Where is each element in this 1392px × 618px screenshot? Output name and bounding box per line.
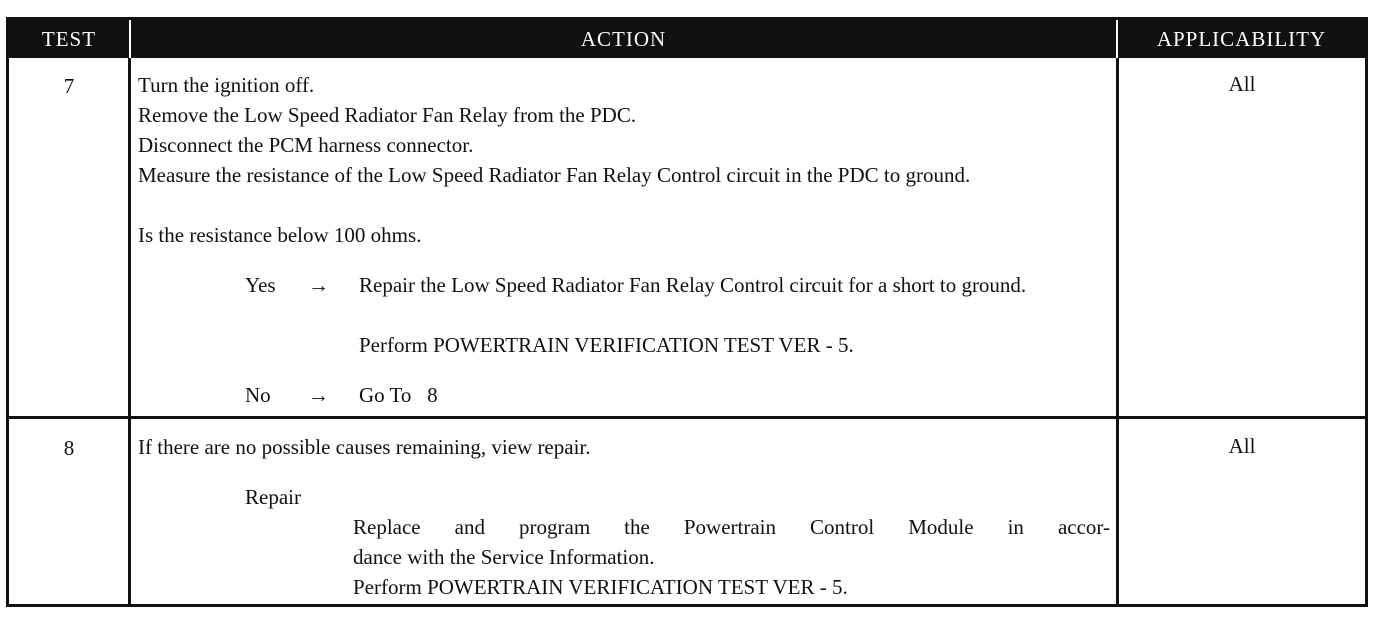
action-step: Disconnect the PCM harness connector. [138,133,474,157]
test-number: 8 [63,436,75,460]
action-step: If there are no possible causes remaining, view repair. [138,435,591,459]
repair-action: dance with the Service Information. [353,545,655,569]
yes-action: Repair the Low Speed Radiator Fan Relay Control circuit for a short to ground. [359,273,1027,297]
yes-perform: Perform POWERTRAIN VERIFICATION TEST VER - 5. [359,333,854,357]
header-applicability: APPLICABILITY [1156,27,1327,51]
table-header [9,20,1365,58]
action-step: Turn the ignition off. [138,73,315,97]
action-question: Is the resistance below 100 ohms. [138,223,422,247]
applicability-value: All [1228,434,1256,458]
test-number: 7 [63,74,75,98]
column-divider [1116,58,1119,604]
row-divider [9,416,1365,419]
arrow-icon: → [308,383,329,407]
header-test: TEST [41,27,97,51]
action-step: Measure the resistance of the Low Speed Radiator Fan Relay Control circuit in the PDC to ground. [138,163,971,187]
repair-perform: Perform POWERTRAIN VERIFICATION TEST VER - 5. [353,575,848,599]
repair-label: Repair [245,485,301,509]
applicability-value: All [1228,72,1256,96]
no-label: No [245,383,271,407]
column-divider [128,58,131,604]
yes-label: Yes [245,273,276,297]
arrow-icon: → [308,273,329,297]
action-step: Remove the Low Speed Radiator Fan Relay from the PDC. [138,103,637,127]
header-action: ACTION [580,27,667,51]
diagnostic-table [6,17,1368,607]
no-action: Go To 8 [359,383,438,407]
repair-action: Replace and program the Powertrain Control Module in accor- [353,515,1110,539]
